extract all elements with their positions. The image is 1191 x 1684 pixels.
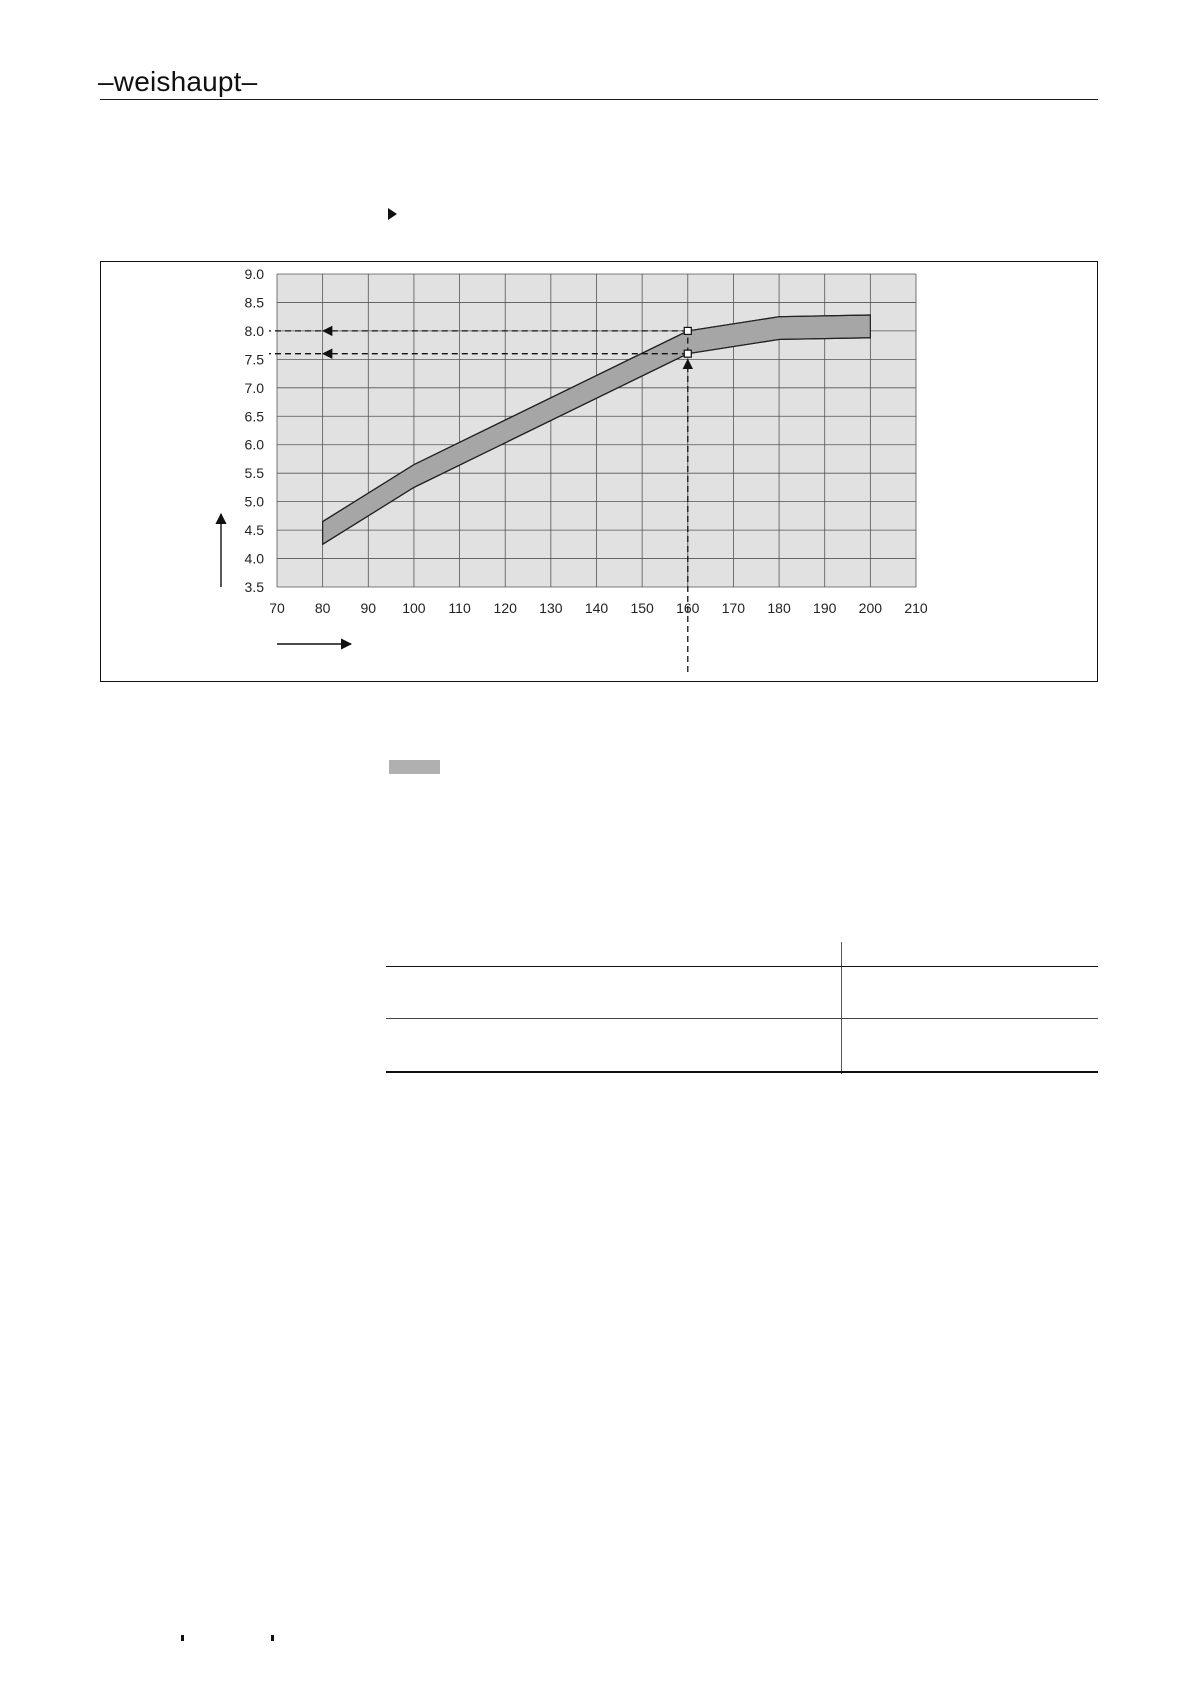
x-tick-label-90: 90: [360, 600, 377, 616]
chart-frame: [100, 261, 1098, 682]
x-tick-label-140: 140: [584, 600, 609, 616]
x-tick-label-170: 170: [721, 600, 746, 616]
y-tick-label-8.0: 8.0: [244, 322, 264, 339]
table-row-rule: [386, 1018, 1098, 1019]
y-tick-label-6.0: 6.0: [244, 436, 264, 453]
y-tick-label-5.0: 5.0: [244, 493, 264, 510]
x-tick-label-160: 160: [676, 600, 700, 616]
weishaupt-logo: [98, 66, 257, 98]
x-tick-label-130: 130: [539, 600, 563, 616]
logo-dash-right: –: [241, 66, 258, 97]
y-tick-label-4.5: 4.5: [244, 522, 264, 539]
table-header-rule: [386, 966, 1098, 967]
header-rule: [100, 99, 1098, 100]
table-column-divider: [841, 942, 842, 1074]
x-tick-label-150: 150: [630, 600, 654, 616]
footer-mark-right: [271, 1635, 274, 1641]
x-tick-label-120: 120: [493, 600, 517, 616]
reading-lower-point: [684, 350, 691, 357]
y-tick-label-7.0: 7.0: [244, 379, 264, 396]
y-tick-label-3.5: 3.5: [244, 579, 264, 595]
data-table: [386, 942, 1098, 1074]
x-tick-label-70: 70: [269, 600, 285, 616]
reading-upper-point: [684, 327, 691, 334]
x-tick-label-110: 110: [448, 600, 471, 616]
x-tick-label-180: 180: [767, 600, 791, 616]
logo-dash-left: –: [98, 66, 114, 97]
x-tick-label-190: 190: [813, 600, 837, 616]
y-tick-label-9.0: 9.0: [244, 266, 264, 282]
footer-mark-left: [181, 1635, 184, 1641]
table-bottom-rule: [386, 1071, 1098, 1073]
legend-swatch: [389, 760, 440, 774]
logo-text: weishaupt: [113, 66, 242, 97]
x-tick-label-210: 210: [904, 600, 928, 616]
y-tick-label-6.5: 6.5: [244, 408, 264, 425]
band-chart: [101, 262, 1097, 681]
x-tick-label-200: 200: [858, 600, 883, 616]
y-tick-label-5.5: 5.5: [244, 465, 264, 482]
y-tick-label-8.5: 8.5: [244, 294, 264, 311]
bullet-arrow-icon: [388, 208, 397, 220]
y-tick-label-4.0: 4.0: [244, 550, 264, 567]
y-tick-label-7.5: 7.5: [244, 351, 264, 368]
x-tick-label-80: 80: [314, 600, 331, 616]
x-tick-label-100: 100: [402, 600, 426, 616]
